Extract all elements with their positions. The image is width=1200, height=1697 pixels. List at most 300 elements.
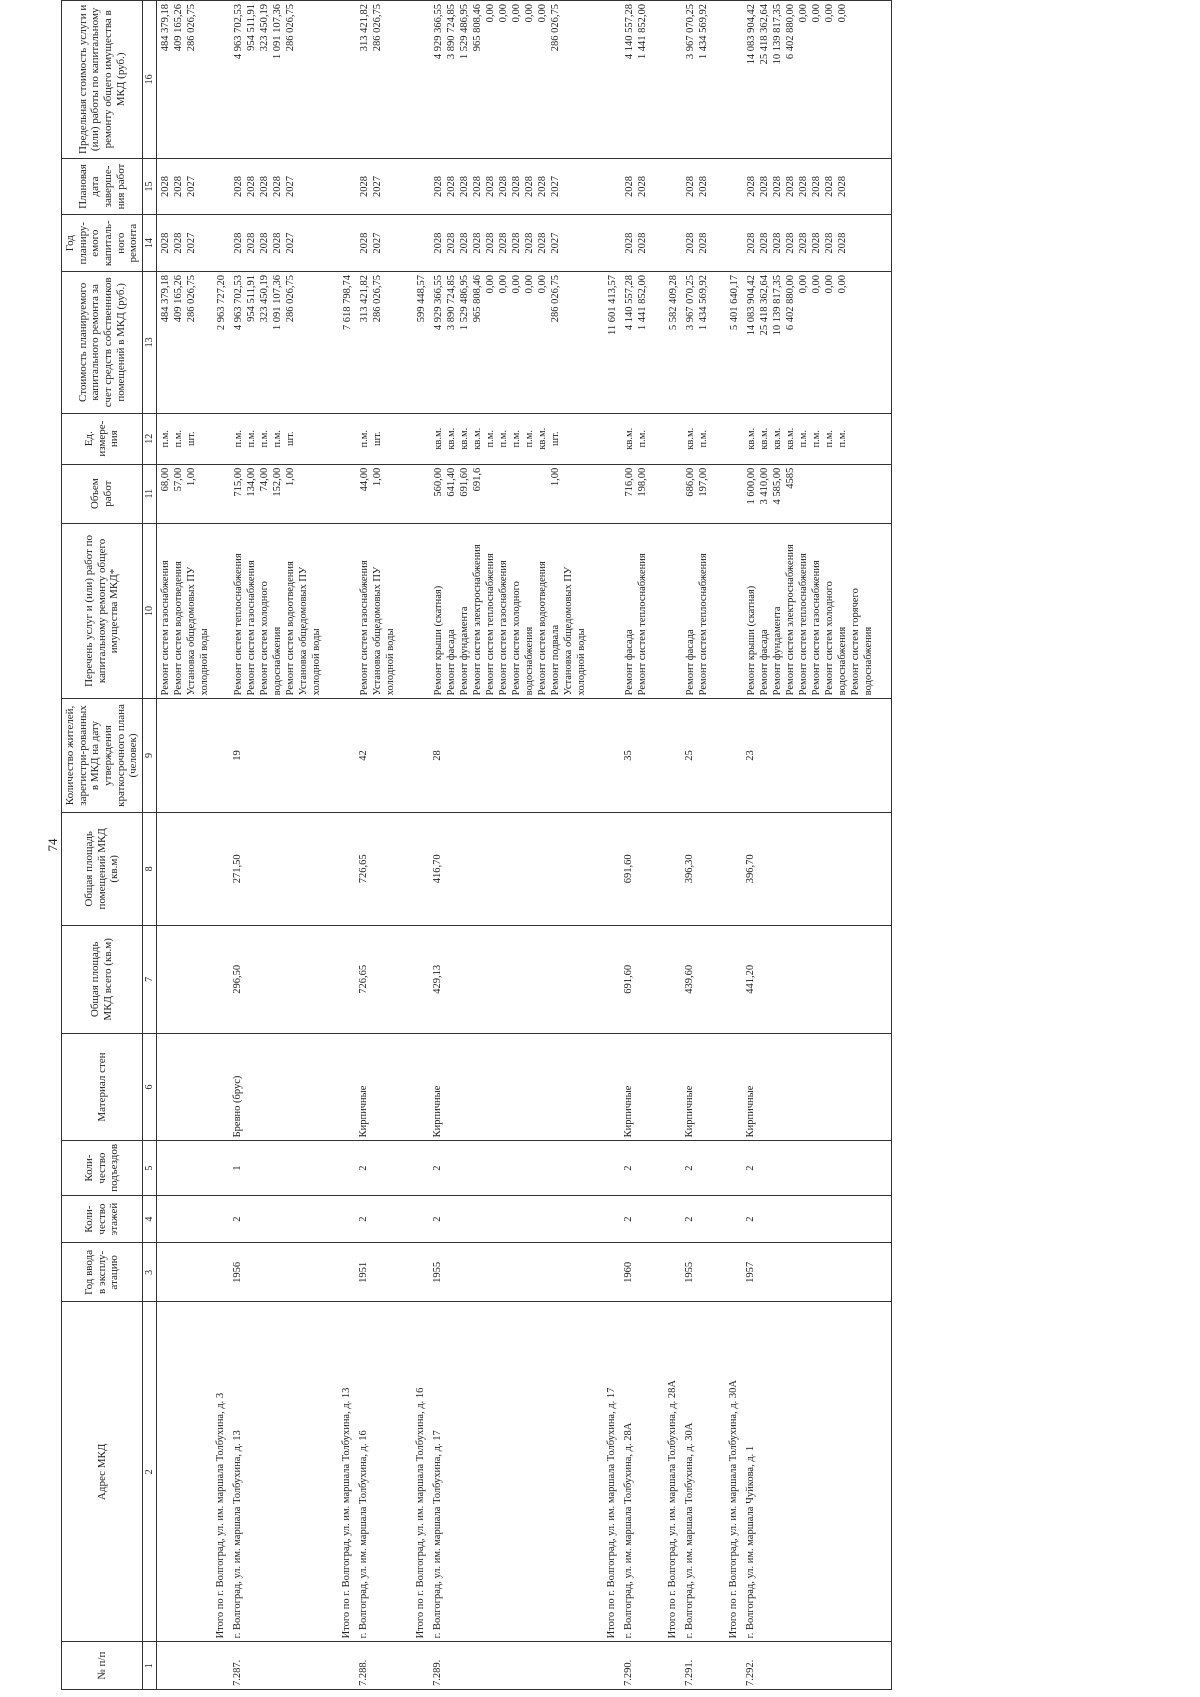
unit-cell xyxy=(651,413,665,464)
end-date-cell xyxy=(590,158,604,215)
unit-cell xyxy=(712,413,726,464)
volume-cell xyxy=(157,464,214,523)
entrances-cell xyxy=(399,1141,413,1195)
area-total-cell: 439,60 xyxy=(682,926,712,1034)
volume-value: 3 410,00 xyxy=(759,467,771,505)
entrances-cell xyxy=(877,1141,892,1195)
cost-cell xyxy=(356,272,399,414)
volume-value xyxy=(484,468,497,520)
area-rooms-cell: 396,70 xyxy=(743,812,877,925)
column-header-16: Предельная стоимость услуги и (или) работы по капитальному ремонту общего имущества в МКД (руб.) xyxy=(62,1,143,159)
volume-cell xyxy=(325,464,339,523)
work-item: Ремонт систем холодного водоснабжения xyxy=(511,581,536,696)
end-date-value: 2028 xyxy=(459,176,471,197)
work-item: Ремонт систем холодного водоснабжения xyxy=(259,581,284,696)
column-header-6: Материал стен xyxy=(62,1033,143,1141)
volume-value xyxy=(836,468,849,520)
unit-value: кв.м. xyxy=(685,427,697,450)
repair-year-value: 2028 xyxy=(785,232,797,254)
residents-cell xyxy=(665,699,682,812)
works-cell xyxy=(230,523,325,699)
unit-value: п.м. xyxy=(524,429,536,448)
entrances-cell xyxy=(726,1141,743,1195)
repair-year-cell xyxy=(213,215,230,272)
work-item: Ремонт систем теплоснабжения xyxy=(485,553,497,696)
column-number-1: 1 xyxy=(142,1642,157,1690)
entrances-cell xyxy=(590,1141,604,1195)
unit-value: п.м. xyxy=(233,429,245,448)
volume-value: 57,00 xyxy=(173,467,185,492)
residents-cell: 35 xyxy=(621,699,651,812)
end-date-value: 2028 xyxy=(173,176,185,197)
area-rooms-cell: 691,60 xyxy=(621,812,651,925)
volume-value: 1,00 xyxy=(285,467,297,487)
cost-cell xyxy=(157,272,214,414)
column-number-8: 8 xyxy=(142,812,157,925)
cost-value: 0,00 xyxy=(811,275,823,294)
year-cell: 1955 xyxy=(430,1243,590,1302)
repair-year-cell xyxy=(230,215,325,272)
total-row xyxy=(339,1,356,1690)
area-rooms-cell xyxy=(325,812,339,925)
column-header-7: Общая площадь МКД всего (кв.м) xyxy=(62,926,143,1034)
volume-cell xyxy=(413,464,430,523)
limit-cell xyxy=(665,1,682,159)
end-date-value: 2028 xyxy=(759,176,771,197)
end-date-value: 2027 xyxy=(372,176,384,197)
volume-value: 691,6 xyxy=(472,467,484,492)
address-cell xyxy=(157,1302,214,1642)
limit-cell xyxy=(339,1,356,159)
end-date-value: 2028 xyxy=(685,176,697,197)
residents-cell xyxy=(157,699,214,812)
capital-repair-table xyxy=(61,0,892,1690)
address-cell: г. Волгоград, ул. им. маршала Толбухина, д. 16 xyxy=(356,1302,399,1642)
num-cell: 7.290. xyxy=(621,1642,651,1690)
total-row xyxy=(665,1,682,1690)
area-rooms-cell xyxy=(213,812,230,925)
repair-year-value: 2028 xyxy=(537,232,549,254)
repair-year-cell xyxy=(339,215,356,272)
volume-value: 74,00 xyxy=(259,467,271,492)
residents-cell: 23 xyxy=(743,699,877,812)
year-cell xyxy=(325,1243,339,1302)
area-rooms-cell: 271,50 xyxy=(230,812,325,925)
end-date-cell xyxy=(665,158,682,215)
entrances-cell: 2 xyxy=(743,1141,877,1195)
volume-value xyxy=(523,468,536,520)
work-item: Ремонт фасада xyxy=(685,629,697,696)
floors-cell xyxy=(413,1195,430,1243)
table-body xyxy=(157,1,892,1690)
volume-value xyxy=(823,468,836,520)
limit-value: 0,00 xyxy=(524,4,536,23)
area-rooms-cell xyxy=(665,812,682,925)
total-row xyxy=(213,1,230,1690)
repair-year-cell xyxy=(726,215,743,272)
entrances-cell: 2 xyxy=(356,1141,399,1195)
repair-year-cell xyxy=(604,215,621,272)
cost-cell xyxy=(213,272,230,414)
unit-value: кв.м. xyxy=(537,427,549,450)
residents-cell xyxy=(712,699,726,812)
work-item: Установка общедомовых ПУ холодной воды xyxy=(186,566,211,696)
cost-cell xyxy=(325,272,339,414)
cost-cell xyxy=(339,272,356,414)
registry-sheet xyxy=(45,0,1141,1690)
column-number-6: 6 xyxy=(142,1033,157,1141)
work-item: Ремонт систем газоснабжения xyxy=(811,560,823,696)
limit-value: 10 139 817,35 xyxy=(772,4,784,65)
entrances-cell: 2 xyxy=(430,1141,590,1195)
volume-cell xyxy=(682,464,712,523)
unit-value: кв.м. xyxy=(759,427,771,450)
unit-value: кв.м. xyxy=(459,427,471,450)
end-date-value: 2028 xyxy=(537,176,549,197)
num-cell xyxy=(339,1642,356,1690)
cost-cell xyxy=(726,272,743,414)
limit-value: 409 165,26 xyxy=(173,4,185,52)
works-cell xyxy=(430,523,590,699)
limit-value: 0,00 xyxy=(824,4,836,23)
unit-value: п.м. xyxy=(259,429,271,448)
end-date-value: 2028 xyxy=(511,176,523,197)
entrances-cell xyxy=(712,1141,726,1195)
unit-value: п.м. xyxy=(272,429,284,448)
num-cell: 7.287. xyxy=(230,1642,325,1690)
limit-value: 25 418 362,64 xyxy=(759,4,771,65)
end-date-value: 2027 xyxy=(550,176,562,197)
unit-cell xyxy=(325,413,339,464)
cost-value: 7 618 798,74 xyxy=(342,275,354,331)
cost-value: 1 091 107,36 xyxy=(272,275,284,331)
unit-cell xyxy=(590,413,604,464)
area-total-cell xyxy=(157,926,214,1034)
work-item: Установка общедомовых ПУ холодной воды xyxy=(563,566,588,696)
address-cell: г. Волгоград, ул. им. маршала Толбухина, д. 13 xyxy=(230,1302,325,1642)
area-total-cell: 441,20 xyxy=(743,926,877,1034)
unit-value: кв.м. xyxy=(624,427,636,450)
entrances-cell xyxy=(339,1141,356,1195)
spacer-row xyxy=(651,1,665,1690)
limit-cell xyxy=(712,1,726,159)
end-date-value: 2028 xyxy=(472,176,484,197)
volume-cell xyxy=(877,464,892,523)
volume-cell xyxy=(339,464,356,523)
cost-value: 0,00 xyxy=(524,275,536,294)
unit-value: п.м. xyxy=(173,429,185,448)
material-cell: Кирпичные xyxy=(743,1033,877,1141)
unit-cell xyxy=(213,413,230,464)
end-date-cell xyxy=(230,158,325,215)
num-cell: 7.292. xyxy=(743,1642,877,1690)
residents-cell xyxy=(726,699,743,812)
material-cell xyxy=(604,1033,621,1141)
repair-year-value: 2027 xyxy=(186,232,198,254)
end-date-value: 2028 xyxy=(772,176,784,197)
cost-cell xyxy=(621,272,651,414)
floors-cell: 2 xyxy=(230,1195,325,1243)
volume-value: 560,00 xyxy=(433,467,445,497)
num-cell xyxy=(399,1642,413,1690)
works-cell xyxy=(339,523,356,699)
floors-cell xyxy=(213,1195,230,1243)
repair-year-value: 2028 xyxy=(359,232,371,254)
material-cell: Кирпичные xyxy=(356,1033,399,1141)
volume-value: 4585 xyxy=(785,467,797,489)
end-date-value: 2028 xyxy=(785,176,797,197)
volume-value: 1,00 xyxy=(372,467,384,487)
end-date-cell xyxy=(339,158,356,215)
material-cell xyxy=(651,1033,665,1141)
unit-cell xyxy=(604,413,621,464)
works-cell xyxy=(157,523,214,699)
column-header-13: Стоимость планируемого капитального ремонта за счет средств собственников помещений в МКД (руб.) xyxy=(62,272,143,414)
spacer-row xyxy=(877,1,892,1690)
limit-cell xyxy=(325,1,339,159)
record-row xyxy=(682,1,712,1690)
volume-cell xyxy=(743,464,877,523)
works-cell xyxy=(590,523,604,699)
work-item: Ремонт подвала xyxy=(550,624,562,696)
repair-year-value: 2028 xyxy=(759,232,771,254)
end-date-value: 2028 xyxy=(798,176,810,197)
area-rooms-cell: 396,30 xyxy=(682,812,712,925)
work-item: Ремонт крыши (скатная) xyxy=(433,585,445,696)
end-date-value: 2028 xyxy=(824,176,836,197)
area-rooms-cell xyxy=(726,812,743,925)
material-cell xyxy=(213,1033,230,1141)
limit-value: 965 808,46 xyxy=(472,4,484,52)
unit-cell xyxy=(230,413,325,464)
material-cell xyxy=(399,1033,413,1141)
area-rooms-cell xyxy=(339,812,356,925)
header-row xyxy=(62,1,143,1690)
work-item: Ремонт систем водоотведения xyxy=(537,561,549,696)
area-rooms-cell xyxy=(651,812,665,925)
limit-value: 4 963 702,53 xyxy=(233,4,245,60)
limit-cell xyxy=(604,1,621,159)
end-date-cell xyxy=(651,158,665,215)
end-date-value: 2028 xyxy=(272,176,284,197)
material-cell xyxy=(157,1033,214,1141)
floors-cell xyxy=(339,1195,356,1243)
works-cell xyxy=(712,523,726,699)
limit-value: 3 967 070,25 xyxy=(685,4,697,60)
continuation-row xyxy=(157,1,214,1690)
material-cell: Бревно (брус) xyxy=(230,1033,325,1141)
page-number: 74 xyxy=(45,838,60,852)
year-cell: 1951 xyxy=(356,1243,399,1302)
year-cell xyxy=(213,1243,230,1302)
num-cell xyxy=(413,1642,430,1690)
end-date-cell xyxy=(399,158,413,215)
volume-cell xyxy=(665,464,682,523)
unit-cell xyxy=(682,413,712,464)
cost-value: 484 379,18 xyxy=(160,275,172,323)
column-number-15: 15 xyxy=(142,158,157,215)
unit-value: кв.м. xyxy=(433,427,445,450)
cost-value: 3 967 070,25 xyxy=(685,275,697,331)
num-cell xyxy=(665,1642,682,1690)
cost-value: 0,00 xyxy=(837,275,849,294)
repair-year-value: 2028 xyxy=(246,232,258,254)
limit-value: 3 890 724,85 xyxy=(446,4,458,60)
volume-cell xyxy=(621,464,651,523)
unit-value: п.м. xyxy=(637,429,649,448)
limit-cell xyxy=(230,1,325,159)
column-number-row xyxy=(142,1,157,1690)
volume-cell xyxy=(590,464,604,523)
unit-value: кв.м. xyxy=(446,427,458,450)
residents-cell xyxy=(399,699,413,812)
work-item: Ремонт систем водоотведения xyxy=(285,561,297,696)
repair-year-value: 2028 xyxy=(472,232,484,254)
end-date-cell xyxy=(430,158,590,215)
spacer-row xyxy=(590,1,604,1690)
cost-cell xyxy=(665,272,682,414)
area-total-cell: 691,60 xyxy=(621,926,651,1034)
cost-value: 4 140 557,28 xyxy=(624,275,636,331)
entrances-cell xyxy=(325,1141,339,1195)
spacer-row xyxy=(712,1,726,1690)
cost-value: 0,00 xyxy=(798,275,810,294)
floors-cell xyxy=(877,1195,892,1243)
repair-year-cell xyxy=(712,215,726,272)
repair-year-cell xyxy=(399,215,413,272)
limit-cell xyxy=(399,1,413,159)
limit-value: 4 140 557,28 xyxy=(624,4,636,60)
volume-cell xyxy=(726,464,743,523)
end-date-value: 2028 xyxy=(446,176,458,197)
year-cell: 1955 xyxy=(682,1243,712,1302)
repair-year-value: 2028 xyxy=(160,232,172,254)
limit-cell xyxy=(726,1,743,159)
floors-cell xyxy=(651,1195,665,1243)
work-item: Ремонт фасада xyxy=(759,629,771,696)
address-cell: г. Волгоград, ул. им. маршала Толбухина, д. 28А xyxy=(621,1302,651,1642)
limit-cell xyxy=(682,1,712,159)
end-date-value: 2028 xyxy=(485,176,497,197)
unit-value: кв.м. xyxy=(772,427,784,450)
cost-value: 4 963 702,53 xyxy=(233,275,245,331)
volume-value xyxy=(497,468,510,520)
end-date-value: 2028 xyxy=(637,176,649,197)
column-number-3: 3 xyxy=(142,1243,157,1302)
floors-cell: 2 xyxy=(682,1195,712,1243)
cost-value: 0,00 xyxy=(485,275,497,294)
limit-cell xyxy=(651,1,665,159)
column-header-2: Адрес МКД xyxy=(62,1302,143,1642)
repair-year-value: 2028 xyxy=(524,232,536,254)
material-cell xyxy=(590,1033,604,1141)
floors-cell: 2 xyxy=(430,1195,590,1243)
year-cell: 1960 xyxy=(621,1243,651,1302)
volume-value: 4 585,00 xyxy=(772,467,784,505)
num-cell: 7.291. xyxy=(682,1642,712,1690)
address-cell: Итого по г. Волгоград, ул. им. маршала Толбухина, д. 13 xyxy=(339,1302,356,1642)
floors-cell xyxy=(665,1195,682,1243)
end-date-value: 2028 xyxy=(160,176,172,197)
area-total-cell xyxy=(726,926,743,1034)
total-row xyxy=(604,1,621,1690)
unit-cell xyxy=(430,413,590,464)
volume-value: 44,00 xyxy=(359,467,371,492)
volume-value: 1,00 xyxy=(550,467,562,487)
work-item: Ремонт систем водоотведения xyxy=(173,561,185,696)
residents-cell xyxy=(413,699,430,812)
year-cell xyxy=(604,1243,621,1302)
year-cell xyxy=(877,1243,892,1302)
entrances-cell xyxy=(651,1141,665,1195)
work-item: Ремонт систем теплоснабжения xyxy=(798,553,810,696)
column-header-9: Количество жителей, зарегистри-рованных в МКД на дату утверждения краткосрочного плана (человек) xyxy=(62,699,143,812)
num-cell: 7.289. xyxy=(430,1642,590,1690)
column-header-14: Год планиру-емого капиталь-ного ремонта xyxy=(62,215,143,272)
total-row xyxy=(413,1,430,1690)
repair-year-cell xyxy=(877,215,892,272)
repair-year-value: 2028 xyxy=(485,232,497,254)
area-rooms-cell xyxy=(604,812,621,925)
unit-cell xyxy=(621,413,651,464)
unit-value: п.м. xyxy=(811,429,823,448)
unit-cell xyxy=(877,413,892,464)
cost-value: 599 448,57 xyxy=(416,275,428,323)
repair-year-cell xyxy=(651,215,665,272)
repair-year-value: 2027 xyxy=(285,232,297,254)
end-date-value: 2028 xyxy=(698,176,710,197)
unit-value: п.м. xyxy=(498,429,510,448)
volume-value: 152,00 xyxy=(272,467,284,497)
year-cell: 1956 xyxy=(230,1243,325,1302)
cost-cell xyxy=(682,272,712,414)
work-item: Ремонт систем теплоснабжения xyxy=(698,553,710,696)
limit-value: 6 402 880,00 xyxy=(785,4,797,60)
limit-value: 313 421,82 xyxy=(359,4,371,52)
end-date-value: 2028 xyxy=(837,176,849,197)
repair-year-value: 2028 xyxy=(811,232,823,254)
repair-year-value: 2028 xyxy=(624,232,636,254)
repair-year-value: 2027 xyxy=(372,232,384,254)
works-cell xyxy=(726,523,743,699)
record-row xyxy=(743,1,877,1690)
address-cell: г. Волгоград, ул. им. маршала Толбухина, д. 17 xyxy=(430,1302,590,1642)
works-cell xyxy=(325,523,339,699)
repair-year-cell xyxy=(325,215,339,272)
end-date-cell xyxy=(213,158,230,215)
volume-value xyxy=(810,468,823,520)
cost-value: 5 401 640,17 xyxy=(729,275,741,331)
year-cell xyxy=(665,1243,682,1302)
repair-year-value: 2028 xyxy=(798,232,810,254)
residents-cell xyxy=(325,699,339,812)
end-date-value: 2028 xyxy=(433,176,445,197)
limit-cell xyxy=(621,1,651,159)
limit-cell xyxy=(356,1,399,159)
column-header-4: Коли-чество этажей xyxy=(62,1195,143,1243)
limit-value: 1 529 486,95 xyxy=(459,4,471,60)
residents-cell xyxy=(339,699,356,812)
cost-cell xyxy=(590,272,604,414)
end-date-cell xyxy=(726,158,743,215)
repair-year-value: 2028 xyxy=(637,232,649,254)
cost-value: 2 963 727,20 xyxy=(216,275,228,331)
unit-value: шт. xyxy=(186,431,198,446)
material-cell xyxy=(665,1033,682,1141)
work-item: Установка общедомовых ПУ холодной воды xyxy=(372,566,397,696)
record-row xyxy=(230,1,325,1690)
volume-cell xyxy=(230,464,325,523)
